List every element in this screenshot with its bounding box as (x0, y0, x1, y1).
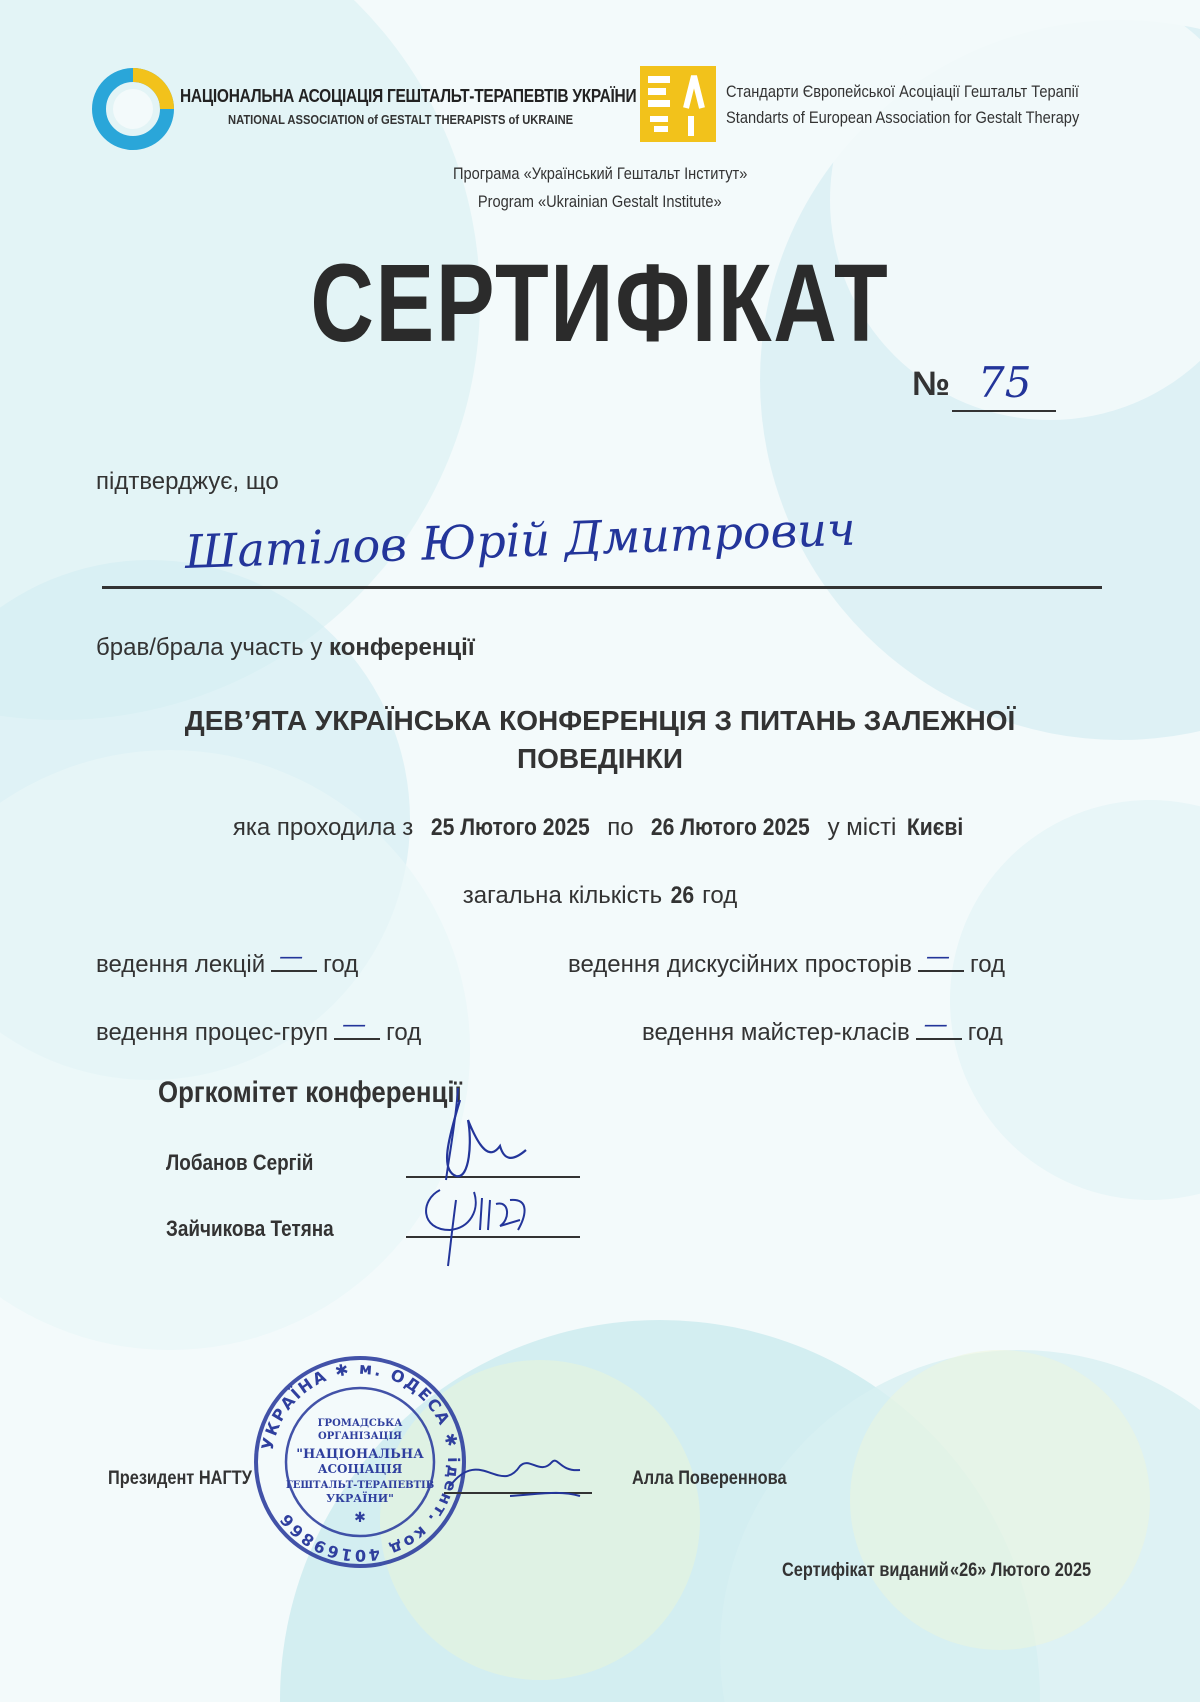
orgcommittee-heading: Оргкомітет конференції (158, 1076, 462, 1109)
stamp-line-5: ГЕШТАЛЬТ-ТЕРАПЕВТІВ (285, 1480, 435, 1491)
association-name-en: NATIONAL ASSOCIATION of GESTALT THERAPISTS of UKRAINE (228, 112, 574, 127)
total-hours-value: 26 (670, 882, 694, 909)
held-mid: по (607, 814, 634, 841)
stamp-outer-text: УКРАЇНА ✱ м. ОДЕСА ✱ ідент. код 40169866 (257, 1358, 464, 1566)
participation-text (96, 634, 475, 662)
association-name-ua: НАЦІОНАЛЬНА АСОЦІАЦІЯ ГЕШТАЛЬТ-ТЕРАПЕВТІВ УКРАЇНИ (180, 86, 637, 106)
total-prefix: загальна кількість (462, 882, 663, 909)
president-name: Алла Повереннова (632, 1468, 787, 1489)
held-city-prefix: у місті (827, 814, 897, 841)
confirms-text: підтверджує, що (96, 468, 279, 495)
date-from: 25 Лютого 2025 (430, 814, 590, 841)
master-classes-row (642, 1010, 1003, 1047)
stamp-line-3: "НАЦІОНАЛЬНА (296, 1447, 424, 1462)
process-groups-unit: год (386, 1019, 422, 1046)
discussion-label: ведення дискусійних просторів (568, 951, 912, 978)
issued-label: Сертифікат виданий (782, 1560, 949, 1581)
stamp-line-6: УКРАЇНИ" (326, 1492, 394, 1505)
eagt-standards-en: Standarts of European Association for Gestalt Therapy (726, 108, 1080, 127)
master-classes-blank (916, 1010, 962, 1040)
discussion-unit: год (970, 951, 1006, 978)
nagtu-logo (92, 68, 174, 150)
issued-date: «26» Лютого 2025 (950, 1560, 1092, 1581)
lectures-label: ведення лекцій (96, 951, 266, 978)
organization-stamp (250, 1352, 470, 1572)
program-en: Program «Ukrainian Gestalt Institute» (478, 192, 722, 211)
eagt-logo (640, 66, 716, 142)
recipient-name-line (102, 586, 1102, 589)
stamp-line-2: ОРГАНІЗАЦІЯ (318, 1431, 402, 1442)
lectures-row (96, 942, 359, 979)
orgcommittee-member-2: Зайчикова Тетяна (166, 1216, 334, 1241)
master-classes-label: ведення майстер-класів (642, 1019, 910, 1046)
svg-text:✱: ✱ (354, 1509, 366, 1525)
program-ua: Програма «Український Гештальт Інститут» (452, 164, 748, 183)
discussion-blank (918, 942, 964, 972)
date-to: 26 Лютого 2025 (651, 814, 811, 841)
process-groups-value: — (342, 1010, 367, 1038)
conference-dates (0, 814, 1200, 842)
recipient-name: Шатілов Юрій Дмитрович (184, 501, 857, 579)
process-groups-label: ведення процес-груп (96, 1019, 329, 1046)
certificate-number-value: 75 (978, 358, 1032, 407)
president-label: Президент НАГТУ (108, 1468, 252, 1489)
total-hours (0, 882, 1200, 910)
certificate-title: СЕРТИФІКАТ (310, 242, 890, 365)
conference-title-line2: ПОВЕДІНКИ (517, 743, 683, 774)
held-prefix: яка проходила з (232, 814, 414, 841)
discussion-row (568, 942, 1006, 979)
certificate-number-label: № (912, 365, 950, 403)
participation-prefix: брав/брала участь у (96, 634, 323, 661)
master-classes-unit: год (967, 1019, 1003, 1046)
discussion-value: — (926, 942, 950, 970)
stamp-line-4: АСОЦІАЦІЯ (317, 1462, 403, 1476)
orgcommittee-signatures (400, 1080, 600, 1270)
conference-title-line1: ДЕВ’ЯТА УКРАЇНСЬКА КОНФЕРЕНЦІЯ З ПИТАНЬ ЗАЛЕЖНОЇ (184, 705, 1016, 736)
master-classes-value: — (923, 1010, 948, 1038)
certificate-number-line (952, 410, 1056, 412)
process-groups-row (96, 1010, 422, 1047)
city: Києві (906, 814, 964, 841)
participation-type: конференції (329, 634, 475, 661)
eagt-standards-ua: Стандарти Європейської Асоціації Гештальт Терапії (726, 82, 1080, 101)
stamp-line-1: ГРОМАДСЬКА (317, 1418, 403, 1429)
lectures-value: — (279, 942, 304, 970)
lectures-unit: год (323, 951, 359, 978)
lectures-blank (271, 942, 317, 972)
process-groups-blank (334, 1010, 380, 1040)
president-signature (440, 1436, 590, 1506)
total-suffix: год (702, 882, 738, 909)
orgcommittee-member-1: Лобанов Сергій (166, 1150, 314, 1175)
